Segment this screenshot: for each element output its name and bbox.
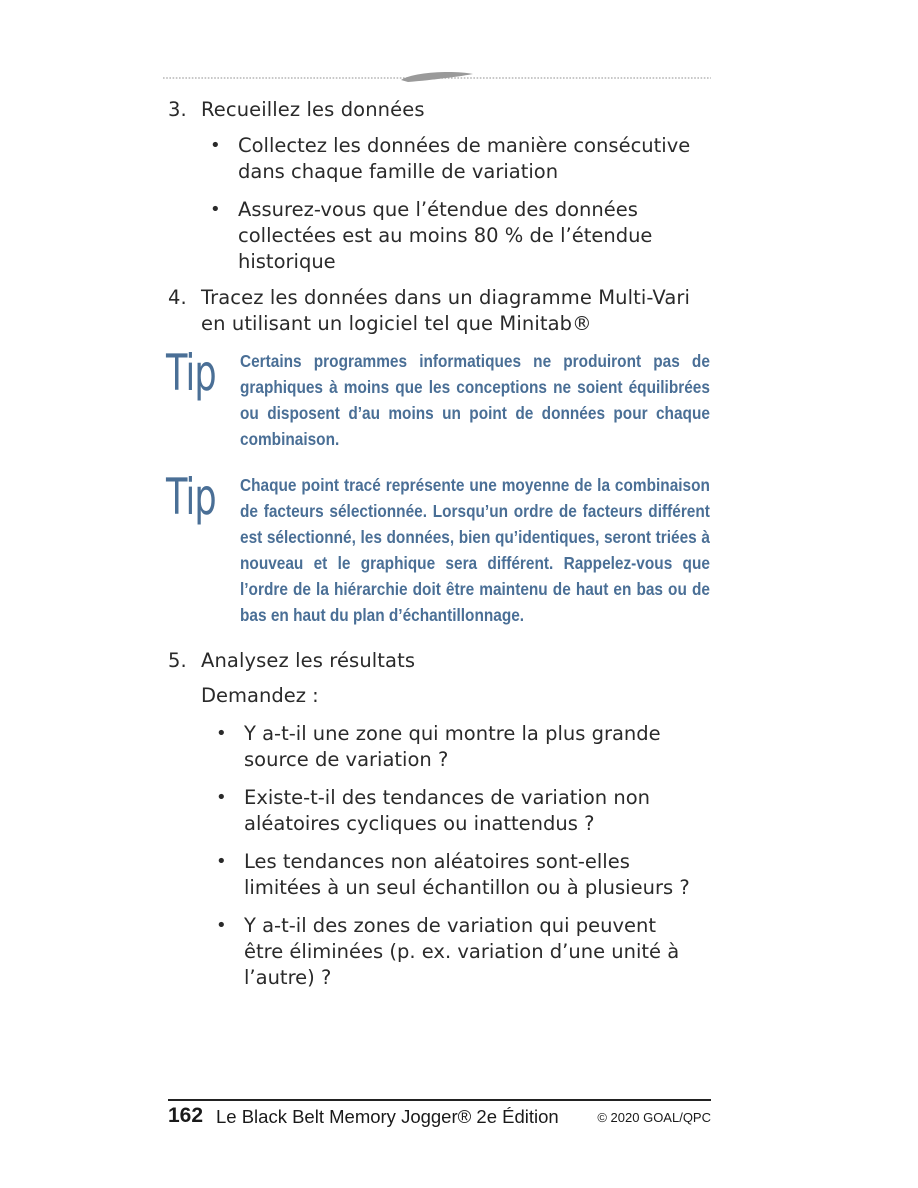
- step-3-bullet-list: [206, 133, 706, 287]
- page-footer: [168, 1104, 711, 1130]
- copyright-notice: © 2020 GOAL/QPC: [597, 1110, 711, 1125]
- list-item: • Y a-t-il une zone qui montre la plus grande source de variation ?: [212, 721, 674, 773]
- step-3: [168, 97, 425, 123]
- step-text: Recueillez les données: [201, 98, 425, 121]
- tip-label: Tip: [166, 468, 216, 526]
- list-item: • Assurez-vous que l’étendue des données collectées est au moins 80 % de l’étendue historique: [206, 197, 678, 275]
- footer-divider: [168, 1099, 711, 1101]
- list-item: • Y a-t-il des zones de variation qui peuvent être éliminées (p. ex. variation d’une unité à l’autre) ?: [212, 913, 684, 991]
- ask-label: Demandez :: [201, 684, 319, 707]
- step-number: 5.: [168, 649, 187, 672]
- step-5-bullet-list: [212, 721, 692, 1003]
- top-ornament-rule: [163, 68, 711, 88]
- step-text: Analysez les résultats: [201, 649, 416, 672]
- list-item: • Existe-t-il des tendances de variation non aléatoires cycliques ou inattendus ?: [212, 785, 674, 837]
- book-title: Le Black Belt Memory Jogger® 2e Édition: [216, 1106, 559, 1127]
- tip-label: Tip: [166, 344, 216, 402]
- step-number: 3.: [168, 98, 187, 121]
- step-4: [168, 285, 691, 335]
- tip-text: Chaque point tracé représente une moyenne de la combinaison de facteurs sélectionnée. Lorsqu’un ordre de facteurs différent est sélectionné, les données, bien qu’identiques, seront triées à nouveau et le graphique sera différent. Rappelez-vous que l’ordre de la hiérarchie doit être maintenu de haut en bas ou de bas en haut du plan d’échantillonnage.: [240, 475, 710, 625]
- step-number: 4.: [168, 286, 187, 309]
- tip-text: Certains programmes informatiques ne produiront pas de graphiques à moins que les conceptions ne soient équilibrées ou disposent d’au moins un point de données pour chaque combinaison.: [240, 351, 710, 449]
- step-5: [168, 648, 416, 674]
- list-item: • Les tendances non aléatoires sont-elles limitées à un seul échantillon ou à plusieurs ?: [212, 849, 704, 901]
- list-item: • Collectez les données de manière consécutive dans chaque famille de variation: [206, 133, 706, 185]
- step-text: Tracez les données dans un diagramme Multi-Vari en utilisant un logiciel tel que Minitab®: [201, 286, 691, 335]
- page-number: 162: [168, 1104, 204, 1127]
